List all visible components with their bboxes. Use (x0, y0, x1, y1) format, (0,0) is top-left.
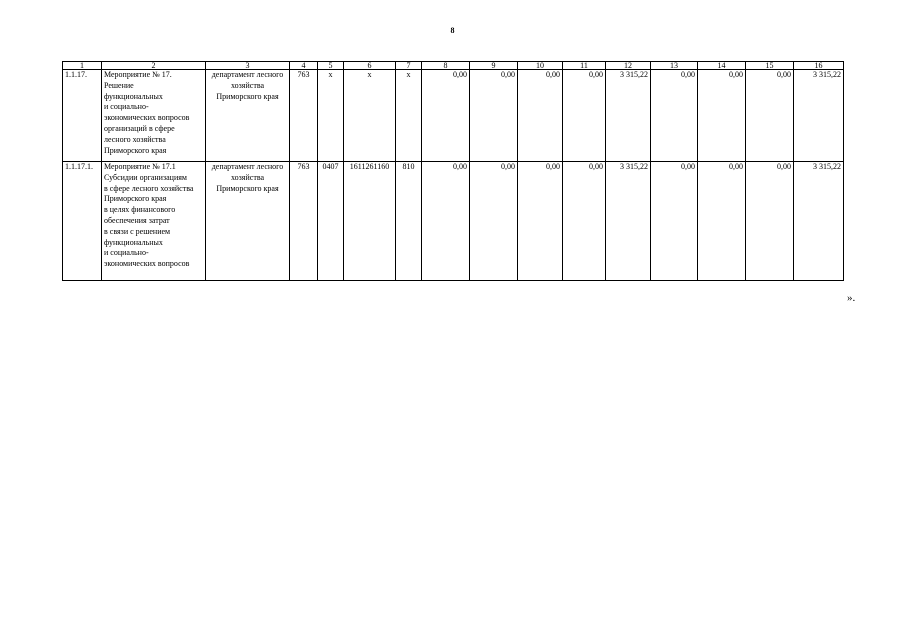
column-header: 1 (63, 62, 102, 70)
row-code: 1.1.17. (63, 70, 102, 162)
target-article-code: 1611261160 (344, 162, 396, 281)
section-code: x (318, 70, 344, 162)
amount-cell: 0,00 (746, 70, 794, 162)
table-row (63, 162, 844, 281)
amount-cell: 0,00 (651, 162, 698, 281)
row-code: 1.1.17.1. (63, 162, 102, 281)
column-header: 3 (206, 62, 290, 70)
closing-quote: ». (847, 292, 856, 304)
amount-cell: 0,00 (518, 162, 563, 281)
column-header: 16 (794, 62, 844, 70)
amount-cell: 0,00 (746, 162, 794, 281)
activity-name: Мероприятие № 17.1 Субсидии организациям в сфере лесного хозяйства Приморского края в целях финансового обеспечения затрат в связи с решением функциональных и социально- экономических вопросов (102, 162, 206, 281)
amount-cell: 0,00 (698, 70, 746, 162)
target-article-code: x (344, 70, 396, 162)
grbs-code: 763 (290, 70, 318, 162)
column-header: 9 (470, 62, 518, 70)
column-header: 10 (518, 62, 563, 70)
responsible-executor: департамент лесного хозяйства Приморского края (206, 162, 290, 281)
column-header: 4 (290, 62, 318, 70)
total-amount-cell: 3 315,22 (794, 162, 844, 281)
column-header: 12 (606, 62, 651, 70)
column-header: 5 (318, 62, 344, 70)
amount-cell: 3 315,22 (606, 162, 651, 281)
column-header: 2 (102, 62, 206, 70)
column-header: 11 (563, 62, 606, 70)
amount-cell: 0,00 (422, 70, 470, 162)
section-code: 0407 (318, 162, 344, 281)
total-amount-cell: 3 315,22 (794, 70, 844, 162)
amount-cell: 3 315,22 (606, 70, 651, 162)
responsible-executor: департамент лесного хозяйства Приморского края (206, 70, 290, 162)
grbs-code: 763 (290, 162, 318, 281)
column-header: 6 (344, 62, 396, 70)
amount-cell: 0,00 (563, 70, 606, 162)
amount-cell: 0,00 (563, 162, 606, 281)
header-row (63, 62, 844, 70)
column-header: 8 (422, 62, 470, 70)
expense-type-code: x (396, 70, 422, 162)
activity-name: Мероприятие № 17. Решение функциональных и социально- экономических вопросов организаций в сфере лесного хозяйства Приморского края (102, 70, 206, 162)
budget-table (62, 61, 844, 281)
column-header: 7 (396, 62, 422, 70)
column-header: 14 (698, 62, 746, 70)
table-row (63, 70, 844, 162)
column-header: 13 (651, 62, 698, 70)
amount-cell: 0,00 (422, 162, 470, 281)
amount-cell: 0,00 (518, 70, 563, 162)
amount-cell: 0,00 (651, 70, 698, 162)
amount-cell: 0,00 (470, 162, 518, 281)
amount-cell: 0,00 (470, 70, 518, 162)
column-header: 15 (746, 62, 794, 70)
page-number: 8 (450, 26, 455, 35)
amount-cell: 0,00 (698, 162, 746, 281)
expense-type-code: 810 (396, 162, 422, 281)
